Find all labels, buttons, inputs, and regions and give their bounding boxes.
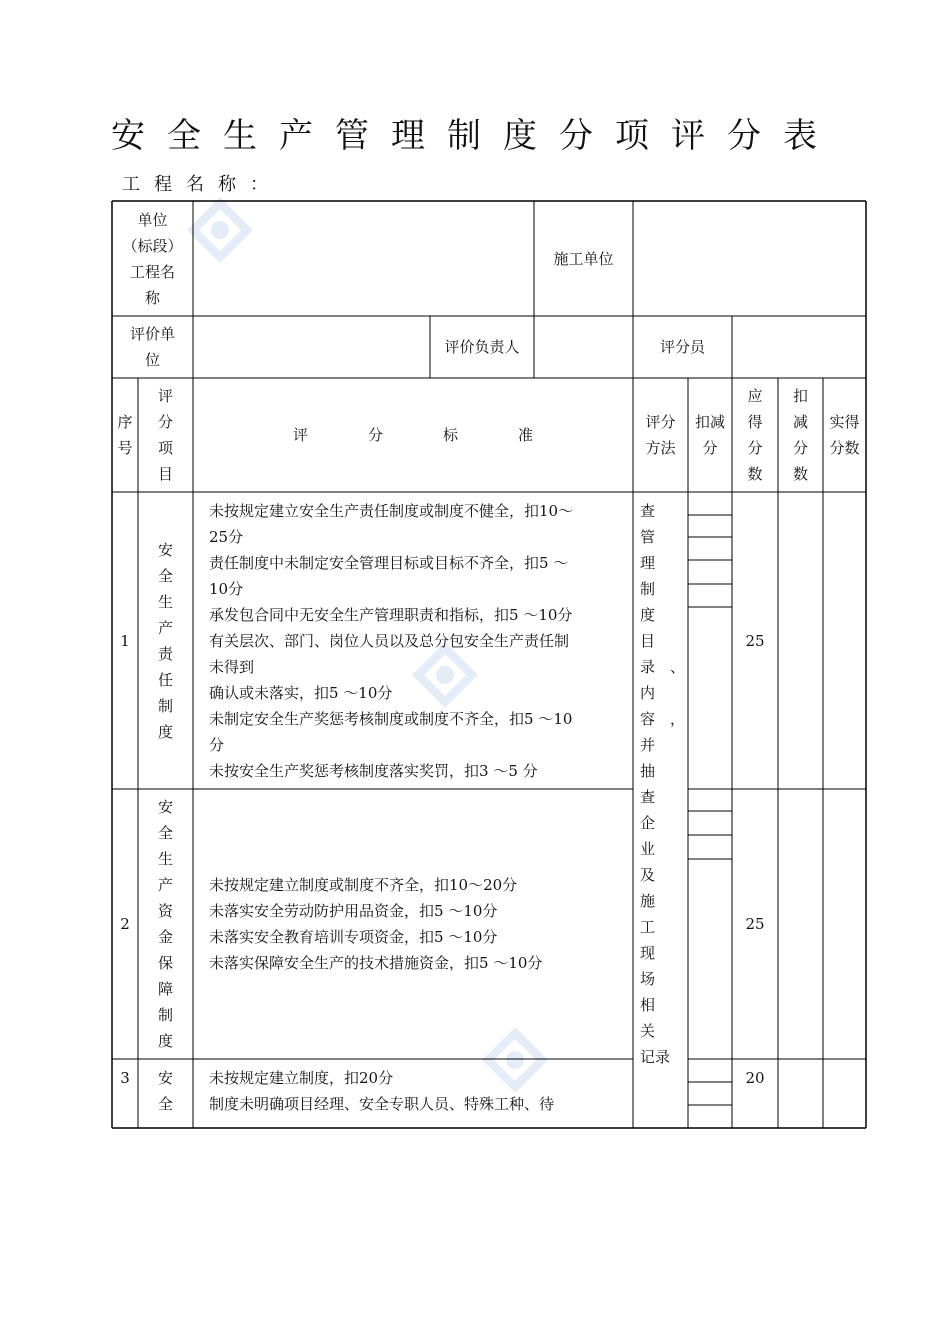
row-1-deducted-score[interactable] [778, 492, 823, 789]
col-header-deducted-score: 扣 减 分 数 [792, 387, 808, 483]
row-2-item: 安 全 生 产 资 金 保 障 制 度 [157, 798, 173, 1050]
scorer-label: 评分员 [659, 338, 705, 356]
col-header-criteria: 评 分 标 准 [292, 426, 533, 444]
unit-project-name-label: 单位 （标段） 工程名 称 [122, 211, 183, 307]
project-name-label: 工程名称： [122, 174, 282, 195]
row-1-due-score: 25 [745, 631, 765, 650]
col-header-actual-score: 实得 分数 [829, 413, 860, 457]
evaluator-unit-value[interactable] [193, 316, 430, 378]
row-1-actual-score[interactable] [823, 492, 866, 789]
row-2-deducted-score[interactable] [778, 789, 823, 1059]
row-3-seq: 3 [120, 1069, 130, 1087]
scoring-method: 查 管 理 制 度 目 录 、 内 容 ， 并 抽 查 企 业 及 施 工 现 场 相 关 记录 [640, 502, 686, 1066]
row-3-due-score: 20 [745, 1069, 765, 1087]
col-header-seq: 序 号 [117, 413, 133, 457]
col-header-item: 评 分 项 目 [157, 387, 173, 483]
row-3-item: 安 全 [157, 1069, 173, 1113]
col-header-method: 评分 方法 [645, 413, 676, 457]
col-header-deduct: 扣减 分 [694, 413, 725, 457]
row-2-actual-score[interactable] [823, 789, 866, 1059]
row-3-deducted-score[interactable] [778, 1059, 823, 1128]
row-1-criteria: 未按规定建立安全生产责任制度或制度不健全，扣10～ 25分 责任制度中未制定安全管理目标或目标不齐全，扣5 ～ 10分 承发包合同中无安全生产管理职责和指标，扣5 ～10分 有关层次、部门、岗位人员以及总分包安全生产责任制 未得到 确认或未落实，扣5 ～10分 未制定安全生产奖惩考核制度或制度不齐全，扣5 ～10 分 未按安全生产奖惩考核制度落实奖罚，扣3 ～5 分 [209, 502, 574, 780]
contractor-value[interactable] [633, 201, 866, 316]
evaluator-lead-label: 评价负责人 [444, 338, 520, 356]
row-2-criteria: 未按规定建立制度或制度不齐全，扣10～20分 未落实安全劳动防护用品资金，扣5 ～10分 未落实安全教育培训专项资金，扣5 ～10分 未落实保障安全生产的技术措施资金，扣5 ～10分 [209, 876, 543, 972]
row-1-seq: 1 [120, 631, 130, 650]
unit-project-name-value[interactable] [193, 201, 534, 316]
scorer-value[interactable] [732, 316, 866, 378]
row-1-item: 安 全 生 产 责 任 制 度 [157, 540, 173, 741]
contractor-label: 施工单位 [553, 249, 614, 268]
row-3-criteria: 未按规定建立制度，扣20分 制度未明确项目经理、安全专职人员、特殊工种、待 [209, 1069, 555, 1113]
col-header-due-score: 应 得 分 数 [747, 387, 763, 483]
row-3-actual-score[interactable] [823, 1059, 866, 1128]
evaluator-unit-label: 评价单 位 [129, 325, 175, 369]
page-title: 安全生产管理制度分项评分表 [111, 116, 839, 156]
evaluator-lead-value[interactable] [534, 316, 633, 378]
row-2-seq: 2 [120, 915, 130, 933]
row-2-due-score: 25 [745, 915, 765, 933]
